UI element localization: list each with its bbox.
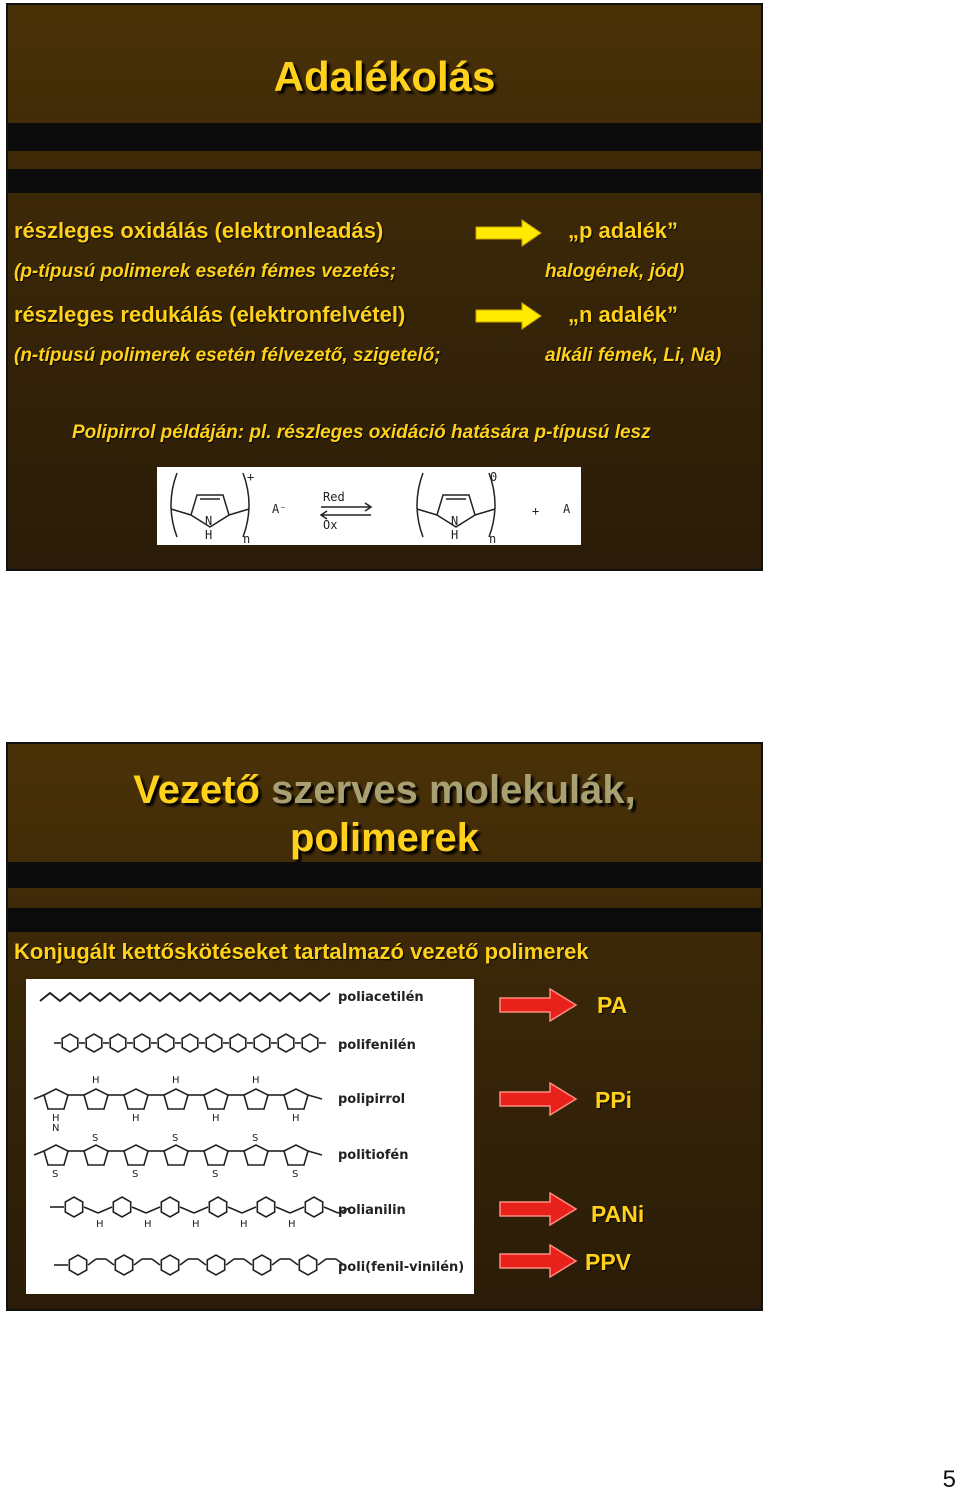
red-arrow-icon bbox=[498, 1082, 578, 1116]
arrow-right-icon bbox=[474, 302, 544, 330]
svg-text:H: H bbox=[292, 1113, 300, 1124]
svg-text:H: H bbox=[212, 1113, 220, 1124]
label-ppi: PPi bbox=[595, 1087, 633, 1113]
page-number: 5 bbox=[942, 1466, 956, 1493]
scheme-H-left: H bbox=[205, 528, 213, 542]
label-ppv: PPV bbox=[585, 1249, 632, 1275]
scheme-a: A bbox=[563, 502, 571, 516]
scheme-n-right: n bbox=[489, 532, 497, 545]
svg-text:H: H bbox=[132, 1113, 140, 1124]
arrow-right-icon bbox=[474, 219, 544, 247]
polymer-structures bbox=[26, 979, 474, 1294]
title-band-1 bbox=[8, 862, 761, 888]
svg-text:S: S bbox=[52, 1169, 59, 1180]
slide-vezeto-polimerek bbox=[6, 742, 763, 1311]
title-line2: polimerek bbox=[290, 816, 479, 860]
row4-left: (n-típusú polimerek esetén félvezető, szigetelő; bbox=[14, 345, 441, 366]
polymer-name-5: poli(fenil-vinilén) bbox=[338, 1260, 465, 1275]
polypyrrole-scheme bbox=[157, 467, 581, 545]
row4-right: alkáli fémek, Li, Na) bbox=[545, 345, 722, 366]
title-part1: Vezető bbox=[133, 768, 260, 812]
svg-text:H: H bbox=[96, 1219, 104, 1230]
svg-text:S: S bbox=[132, 1169, 139, 1180]
scheme-plus-sign: + bbox=[532, 504, 540, 518]
row3-right: „n adalék” bbox=[568, 302, 679, 327]
red-arrow-icon bbox=[498, 1192, 578, 1226]
row1-left: részleges oxidálás (elektronleadás) bbox=[14, 218, 384, 243]
slide-adalekolas bbox=[6, 3, 763, 571]
svg-text:H: H bbox=[172, 1075, 180, 1086]
title-band-1 bbox=[8, 123, 761, 151]
row2-left: (p-típusú polimerek esetén fémes vezetés; bbox=[14, 261, 397, 282]
scheme-H-right: H bbox=[451, 528, 459, 542]
scheme-N-right: N bbox=[451, 514, 459, 528]
red-arrow-icon bbox=[498, 988, 578, 1022]
svg-text:S: S bbox=[252, 1133, 259, 1144]
polymer-name-0: poliacetilén bbox=[338, 990, 424, 1005]
svg-text:H: H bbox=[252, 1075, 260, 1086]
scheme-neutral: 0 bbox=[490, 470, 498, 484]
svg-text:N: N bbox=[52, 1123, 60, 1134]
polymer-name-3: politiofén bbox=[338, 1148, 409, 1163]
svg-text:S: S bbox=[292, 1169, 299, 1180]
title-part2: szerves molekulák, bbox=[271, 768, 636, 812]
example-text: Polipirrol példáján: pl. részleges oxidáció hatására p-típusú lesz bbox=[72, 422, 651, 443]
svg-text:H: H bbox=[192, 1219, 200, 1230]
row2-right: halogének, jód) bbox=[545, 261, 685, 282]
scheme-n-left: n bbox=[243, 532, 251, 545]
svg-text:S: S bbox=[172, 1133, 179, 1144]
svg-text:H: H bbox=[288, 1219, 296, 1230]
svg-text:S: S bbox=[212, 1169, 219, 1180]
scheme-N-left: N bbox=[205, 514, 213, 528]
svg-text:H: H bbox=[92, 1075, 100, 1086]
polymer-name-4: polianilin bbox=[338, 1203, 406, 1218]
label-pani: PANi bbox=[591, 1201, 645, 1227]
svg-text:S: S bbox=[92, 1133, 99, 1144]
row1-right: „p adalék” bbox=[568, 218, 679, 243]
polymer-name-1: polifenilén bbox=[338, 1038, 416, 1053]
scheme-anion: A⁻ bbox=[272, 502, 287, 516]
label-pa: PA bbox=[597, 992, 628, 1018]
slide2-subtitle: Konjugált kettőskötéseket tartalmazó vezető polimerek bbox=[14, 939, 589, 964]
title-band-2 bbox=[8, 908, 761, 932]
svg-text:H: H bbox=[240, 1219, 248, 1230]
svg-text:H: H bbox=[52, 1113, 60, 1124]
scheme-ox: Ox bbox=[323, 518, 338, 532]
scheme-plus: + bbox=[247, 470, 255, 484]
row3-left: részleges redukálás (elektronfelvétel) bbox=[14, 302, 406, 327]
slide1-title: Adalékolás bbox=[273, 53, 496, 100]
polymer-name-2: polipirrol bbox=[338, 1092, 406, 1107]
svg-text:H: H bbox=[144, 1219, 152, 1230]
title-band-2 bbox=[8, 169, 761, 193]
slide2-title bbox=[8, 766, 761, 862]
scheme-red: Red bbox=[323, 490, 345, 504]
red-arrow-icon bbox=[498, 1244, 578, 1278]
